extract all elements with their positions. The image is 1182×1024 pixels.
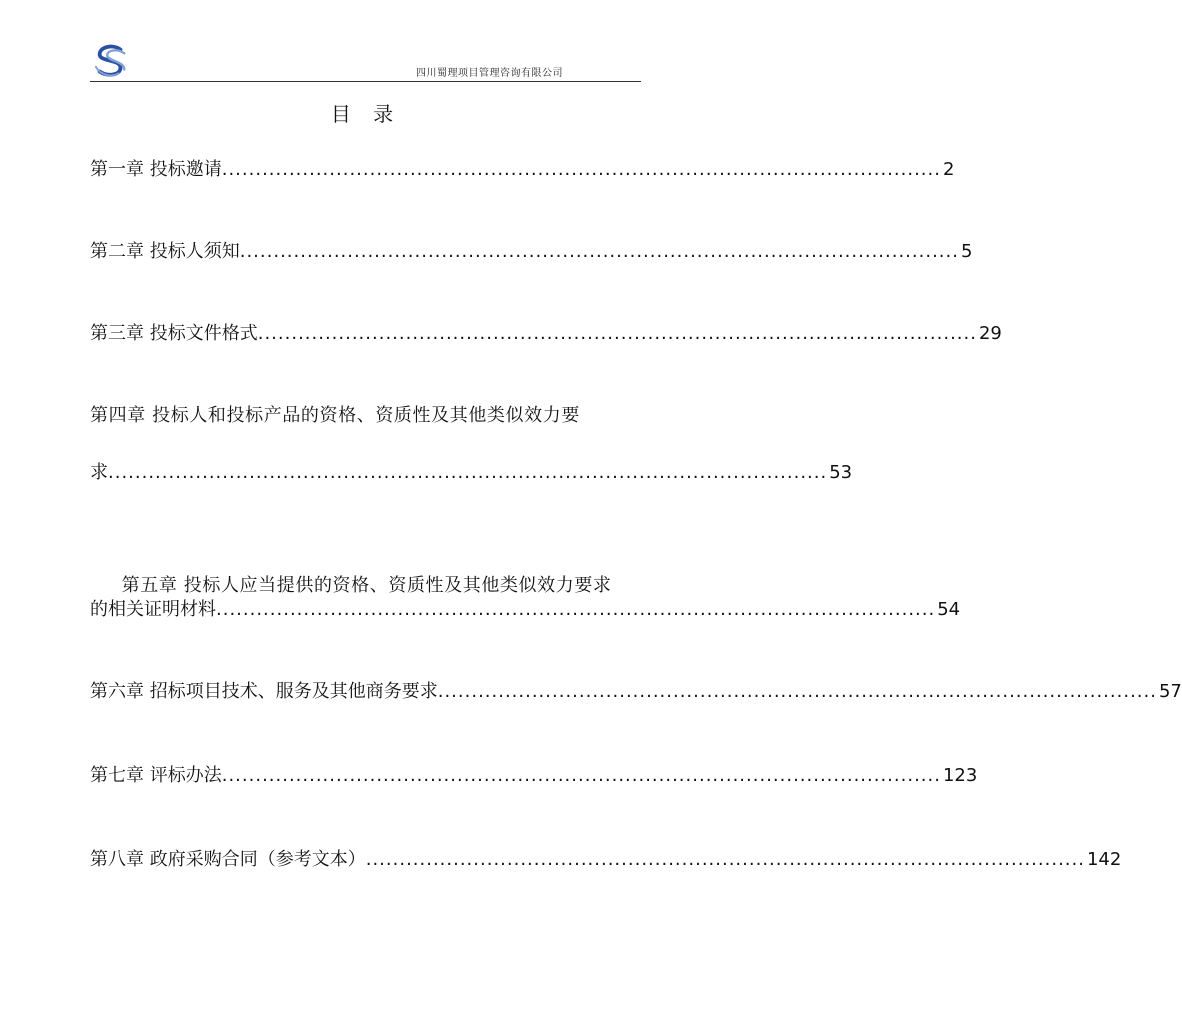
toc-page-number: 57	[1158, 681, 1182, 702]
toc-entry-text: 第五章 投标人应当提供的资格、资质性及其他类似效力要求	[115, 575, 612, 596]
toc-entry-text: 第四章 投标人和投标产品的资格、资质性及其他类似效力要	[90, 405, 580, 426]
toc-page-number: 54	[937, 599, 961, 620]
toc-entry-text: 的相关证明材料	[90, 599, 216, 620]
toc-entry-text: 第六章 招标项目技术、服务及其他商务要求	[90, 681, 438, 702]
toc-entry-chapter-1[interactable]	[90, 155, 955, 185]
dot-leader: ...........................................................................................................	[221, 765, 941, 786]
toc-entry-chapter-8[interactable]	[90, 845, 1122, 875]
dot-leader: ...........................................................................................................	[365, 849, 1085, 870]
toc-page-number: 5	[960, 241, 973, 262]
page-title: 目 录	[330, 102, 402, 126]
toc-entry-chapter-5-line-1[interactable]	[90, 541, 641, 596]
toc-entry-chapter-2[interactable]	[90, 237, 973, 267]
toc-entry-chapter-7[interactable]	[90, 761, 978, 791]
toc-entry-text: 第一章 投标邀请	[90, 159, 222, 180]
toc-entry-chapter-4-line-1[interactable]	[90, 401, 641, 431]
dot-leader: ...........................................................................................................	[239, 241, 959, 262]
toc-page-number: 142	[1086, 849, 1122, 870]
toc-entry-chapter-5[interactable]	[90, 595, 961, 625]
toc-entry-chapter-3[interactable]	[90, 319, 1002, 349]
toc-entry-text: 第七章 评标办法	[90, 765, 222, 786]
toc-page-number: 53	[829, 462, 853, 483]
toc-entry-chapter-4[interactable]	[90, 458, 853, 488]
toc-entry-text: 第八章 政府采购合同（参考文本）	[90, 849, 366, 870]
toc-page-number: 2	[942, 159, 955, 180]
dot-leader: ...........................................................................................................	[108, 462, 828, 483]
toc-entry-text: 第二章 投标人须知	[90, 241, 240, 262]
dot-leader: ...........................................................................................................	[221, 159, 941, 180]
toc-entry-text: 求	[90, 462, 108, 483]
company-name: 四川蜀理项目管理咨询有限公司	[416, 68, 563, 79]
toc-page-number: 29	[978, 323, 1002, 344]
toc-page-number: 123	[942, 765, 978, 786]
table-of-contents	[90, 0, 1182, 1024]
dot-leader: ...........................................................................................................	[437, 681, 1157, 702]
dot-leader: ...........................................................................................................	[216, 599, 936, 620]
dot-leader: ...........................................................................................................	[257, 323, 977, 344]
toc-entry-chapter-6[interactable]	[90, 677, 1182, 707]
toc-entry-text: 第三章 投标文件格式	[90, 323, 258, 344]
